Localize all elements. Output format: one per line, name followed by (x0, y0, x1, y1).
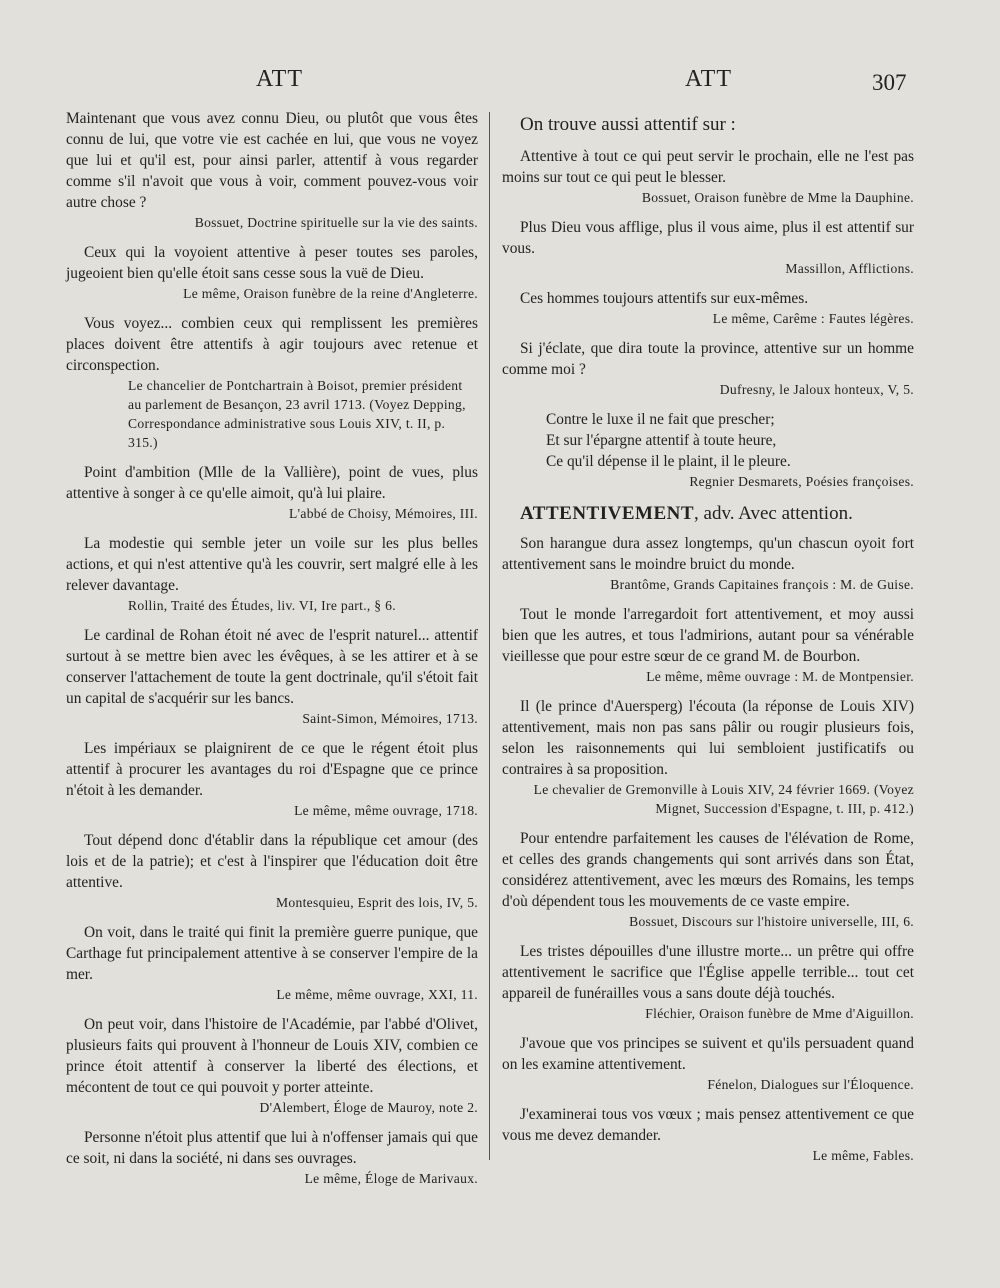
verse-line: Contre le luxe il ne fait que prescher; (546, 411, 775, 428)
citation-source: Rollin, Traité des Études, liv. VI, Ire part., § 6. (128, 598, 396, 613)
citation-source: Le même, même ouvrage, 1718. (294, 803, 478, 818)
quotation: On peut voir, dans l'histoire de l'Académie, par l'abbé d'Olivet, plusieurs faits qui prouvent à l'honneur de Louis XIV, combien ce prince étoit attentif à conserver la liberté des élections, et mécontent de tout ce qui pouvoit y porter atteinte. (66, 1016, 478, 1096)
quotation: Personne n'étoit plus attentif que lui à n'offenser jamais qui que ce soit, ni dans la société, ni dans ses ouvrages. (66, 1129, 478, 1167)
quotation: Son harangue dura assez longtemps, qu'un chascun oyoit fort attentivement sans le moindre bruict du monde. (502, 535, 914, 573)
quotation: Il (le prince d'Auersperg) l'écouta (la réponse de Louis XIV) attentivement, mais non pas sans pâlir ou rougir plusieurs fois, selon les raisonnements qui lui sembloient justificatifs ou contraires à sa proposition. (502, 698, 914, 778)
column-divider (489, 112, 490, 1160)
citation (66, 313, 478, 452)
citation (502, 696, 914, 818)
quotation: Tout le monde l'arregardoit fort attentivement, et moy aussi bien que les autres, et tous l'admirions, autant pour sa vénérable vieillesse que pour estre sœur de ce grand M. de Bourbon. (502, 606, 914, 665)
citation-source: Fénelon, Dialogues sur l'Éloquence. (707, 1077, 914, 1092)
citation (66, 922, 478, 1004)
citation-source: Bossuet, Oraison funèbre de Mme la Dauphine. (641, 190, 914, 205)
citation (66, 108, 478, 232)
citation (66, 1127, 478, 1188)
left-column (66, 108, 478, 1198)
quotation: Tout dépend donc d'établir dans la république cet amour (des lois et de la patrie); et c'est à l'inspirer que l'éducation doit être attentive. (66, 832, 478, 891)
quotation: Les impériaux se plaignirent de ce que le régent étoit plus attentif à procurer les avantages du roi d'Espagne que ce prince n'étoit à les demander. (66, 740, 478, 799)
right-column (502, 112, 914, 1175)
citation (66, 462, 478, 523)
citation (66, 242, 478, 303)
citation (502, 1033, 914, 1094)
citation-source: Le même, Éloge de Marivaux. (304, 1171, 478, 1186)
citation (502, 604, 914, 686)
citation-source: Regnier Desmarets, Poésies françoises. (689, 474, 914, 489)
page-number: 307 (872, 70, 907, 95)
citation (502, 1104, 914, 1165)
citation-source: Montesquieu, Esprit des lois, IV, 5. (276, 895, 478, 910)
headword: ATTENTIVEMENT (520, 503, 695, 524)
quotation: Ceux qui la voyoient attentive à peser toutes ses paroles, jugeoient bien qu'elle étoit sans cesse sous la vuë de Dieu. (66, 244, 478, 282)
citation-source: Bossuet, Discours sur l'histoire universelle, III, 6. (629, 914, 914, 929)
citation-source: D'Alembert, Éloge de Mauroy, note 2. (259, 1100, 478, 1115)
running-head-right: ATT (685, 66, 732, 92)
verse (502, 409, 914, 472)
quotation: Attentive à tout ce qui peut servir le prochain, elle ne l'est pas moins sur tout ce qui peut le blesser. (502, 148, 914, 186)
verse-citation (502, 409, 914, 491)
citation-source: Massillon, Afflictions. (785, 261, 914, 276)
quotation: Les tristes dépouilles d'une illustre morte... un prêtre qui offre attentivement le sacrifice que l'Église appelle terrible... tout cet appareil de funérailles vous a sans doute déjà touchés. (502, 943, 914, 1002)
quotation: La modestie qui semble jeter un voile sur les plus belles actions, et qui n'est attentive qu'à les couvrir, sert malgré elle à les relever davantage. (66, 535, 478, 594)
citation-source: Le chevalier de Gremonville à Louis XIV, 24 février 1669. (Voyez Mignet, Succession d'Espagne, t. III, p. 412.) (533, 782, 914, 816)
quotation: Vous voyez... combien ceux qui remplissent les premières places doivent être attentifs à agir toujours avec retenue et circonspection. (66, 315, 478, 374)
citation-source: Le même, Fables. (812, 1148, 914, 1163)
citation (66, 533, 478, 615)
quotation: J'examinerai tous vos vœux ; mais pensez attentivement ce que vous me devez demander. (502, 1106, 914, 1144)
verse-line: Ce qu'il dépense il le plaint, il le pleure. (546, 453, 791, 470)
citation (502, 828, 914, 931)
subheading: On trouve aussi attentif sur : (520, 114, 736, 135)
running-head-left: ATT (256, 66, 303, 92)
citation (66, 830, 478, 912)
quotation: Maintenant que vous avez connu Dieu, ou plutôt que vous êtes connu de lui, que votre vie est cachée en lui, que vous ne voyez que lui et qu'il est, pour ainsi parler, attentif à vous regarder comme s'il n'avoit que vous à voir, comment pouvez-vous voir autre chose ? (66, 110, 478, 211)
citation (502, 146, 914, 207)
citation-source: Le même, même ouvrage, XXI, 11. (276, 987, 478, 1002)
quotation: Pour entendre parfaitement les causes de l'élévation de Rome, et celles des grands changements qui sont arrivés dans son État, considérez attentivement, avec les mœurs des Romains, les temps d'où dépendent tous les mouvements de ce vaste empire. (502, 830, 914, 910)
citation-source: Brantôme, Grands Capitaines françois : M. de Guise. (610, 577, 914, 592)
citation-source: Bossuet, Doctrine spirituelle sur la vie des saints. (194, 215, 478, 230)
quotation: J'avoue que vos principes se suivent et qu'ils persuadent quand on les examine attentivement. (502, 1035, 914, 1073)
headword-definition: , adv. Avec attention. (694, 503, 853, 524)
quotation: On voit, dans le traité qui finit la première guerre punique, que Carthage fut principalement attentive à se conserver l'empire de la mer. (66, 924, 478, 983)
verse-line: Et sur l'épargne attentif à toute heure, (546, 432, 777, 449)
citation-source: Le même, Carême : Fautes légères. (712, 311, 914, 326)
citation (502, 941, 914, 1023)
citation-source: Le chancelier de Pontchartrain à Boisot, premier président au parlement de Besançon, 23 avril 1713. (Voyez Depping, Correspondance administrative sous Louis XIV, t. II, p. 315.) (128, 378, 466, 450)
citation (502, 217, 914, 278)
citation (502, 533, 914, 594)
citation-source: Saint-Simon, Mémoires, 1713. (302, 711, 478, 726)
citation-source: Le même, même ouvrage : M. de Montpensier. (646, 669, 914, 684)
citation (502, 338, 914, 399)
citation-source: Dufresny, le Jaloux honteux, V, 5. (719, 382, 914, 397)
quotation: Le cardinal de Rohan étoit né avec de l'esprit naturel... attentif surtout à se mettre bien avec les évêques, à se les attirer et à se conserver l'attachement de toute la gent doctrinale, qu'il s'étoit fait un capital de s'acquérir sur les bancs. (66, 627, 478, 707)
quotation: Si j'éclate, que dira toute la province, attentive sur un homme comme moi ? (502, 340, 914, 378)
quotation: Point d'ambition (Mlle de la Vallière), point de vues, plus attentive à songer à ce qu'elle aimoit, qu'à lui plaire. (66, 464, 478, 502)
citation (66, 625, 478, 728)
citation-source: Fléchier, Oraison funèbre de Mme d'Aiguillon. (645, 1006, 914, 1021)
citation-source: Le même, Oraison funèbre de la reine d'Angleterre. (183, 286, 478, 301)
quotation: Plus Dieu vous afflige, plus il vous aime, plus il est attentif sur vous. (502, 219, 914, 257)
citation (502, 288, 914, 328)
citation-source: L'abbé de Choisy, Mémoires, III. (289, 506, 478, 521)
quotation: Ces hommes toujours attentifs sur eux-mêmes. (520, 290, 809, 307)
dictionary-headword (520, 501, 914, 527)
citation (66, 738, 478, 820)
citation (66, 1014, 478, 1117)
